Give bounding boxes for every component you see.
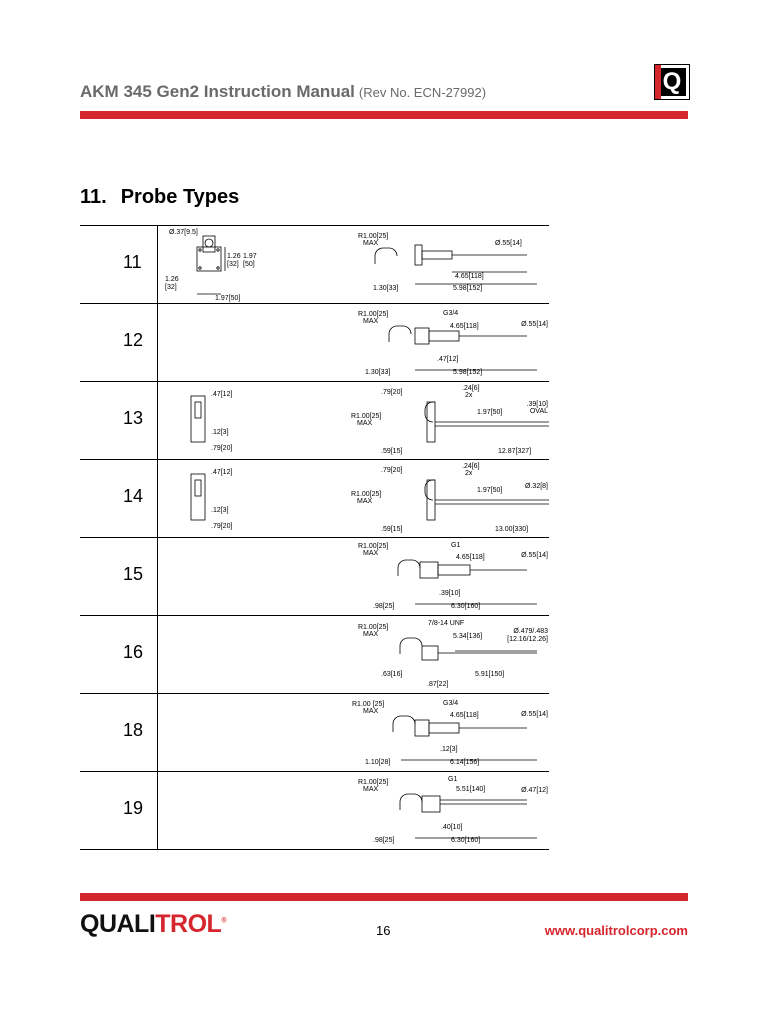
probe-types-table — [80, 225, 549, 850]
column-divider — [157, 538, 158, 615]
dim-label: .39[10] — [439, 590, 461, 597]
dim-label: 2x — [465, 392, 473, 399]
dim-label: .47[12] — [211, 469, 233, 476]
dim-label: .12[3] — [211, 507, 229, 514]
dim-label: 1.26 — [227, 253, 241, 260]
dim-label: .87[22] — [427, 681, 449, 688]
dim-label: R1.00[25] — [358, 779, 389, 786]
dim-label: .79[20] — [211, 445, 233, 452]
qualitrol-logo — [80, 910, 226, 939]
dim-label: 6.14[156] — [450, 759, 480, 766]
column-divider — [157, 226, 158, 303]
dim-label: G1 — [448, 776, 458, 783]
footer-red-rule — [80, 893, 688, 901]
logo-part-1: QUALI — [80, 910, 156, 938]
probe-row — [80, 693, 549, 771]
dim-label: MAX — [363, 708, 379, 715]
dim-label: 4.65[118] — [450, 323, 479, 330]
manual-title-text: AKM 345 Gen2 Instruction Manual — [80, 82, 355, 101]
dim-label: .79[20] — [211, 523, 233, 530]
probe-number: 11 — [123, 252, 142, 272]
column-divider — [157, 382, 158, 459]
probe-number: 16 — [123, 642, 144, 662]
dim-label: .59[15] — [381, 526, 403, 533]
probe-drawing — [165, 694, 549, 771]
dim-label: 12.87[327] — [498, 448, 532, 455]
dim-label: R1.00[25] — [358, 543, 389, 550]
dim-label: 1.10[28] — [365, 759, 391, 766]
dim-label: 1.97[50] — [477, 409, 503, 416]
dim-label: .47[12] — [211, 391, 233, 398]
dim-label: 13.00[330] — [495, 526, 529, 533]
dim-label: 4.65[118] — [455, 273, 484, 280]
dim-label: .12[3] — [211, 429, 229, 436]
website-link[interactable]: www.qualitrolcorp.com — [544, 923, 688, 938]
probe-drawing — [165, 616, 549, 693]
dim-label: R1.00 [25] — [352, 701, 385, 708]
probe-number: 13 — [123, 408, 144, 428]
probe-number: 18 — [123, 720, 144, 740]
dim-label: 6.30[160] — [451, 837, 481, 844]
probe-drawing — [165, 460, 549, 537]
column-divider — [157, 694, 158, 771]
probe-row — [80, 615, 549, 693]
dim-label: Ø.37[9.5] — [169, 229, 198, 236]
dim-label: 1.97[50] — [477, 487, 503, 494]
logo-part-2: TROL — [155, 910, 222, 938]
dim-label: Ø.55[14] — [495, 240, 522, 247]
dim-label: R1.00[25] — [358, 233, 389, 240]
dim-label: .63[16] — [381, 671, 403, 678]
page-number: 16 — [376, 923, 391, 938]
dim-label: MAX — [363, 550, 379, 557]
column-divider — [157, 304, 158, 381]
dim-label: G1 — [451, 542, 461, 549]
dim-label: 4.65[118] — [450, 712, 479, 719]
dim-label: [32] — [165, 284, 177, 291]
probe-drawing — [165, 772, 549, 849]
revision-number: (Rev No. ECN-27992) — [358, 85, 487, 100]
dim-label: 1.97 — [243, 253, 257, 260]
probe-row — [80, 537, 549, 615]
dim-label: MAX — [363, 318, 379, 325]
dim-label: 5.34[136] — [453, 633, 483, 640]
probe-drawing — [165, 538, 549, 615]
dim-label: .79[20] — [381, 389, 403, 396]
probe-drawing — [165, 382, 549, 459]
probe-row — [80, 381, 549, 459]
q-logo-letter: Q — [658, 68, 686, 96]
dim-label: MAX — [363, 786, 379, 793]
qualitrol-q-logo — [654, 64, 690, 100]
dim-label: [32] — [227, 261, 239, 268]
dim-label: MAX — [363, 631, 379, 638]
dim-label: G3/4 — [443, 700, 459, 707]
probe-number: 14 — [123, 486, 144, 506]
dim-label: R1.00[25] — [358, 624, 389, 631]
dim-label: .12[3] — [440, 746, 458, 753]
column-divider — [157, 772, 158, 849]
column-divider — [157, 460, 158, 537]
dim-label: Ø.55[14] — [521, 321, 548, 328]
dim-label: 4.65[118] — [456, 554, 485, 561]
probe-row — [80, 459, 549, 537]
dim-label: Ø.55[14] — [521, 711, 548, 718]
dim-label: .79[20] — [381, 467, 403, 474]
dim-label: .98[25] — [373, 603, 395, 610]
probe-number: 19 — [123, 798, 144, 818]
dim-label: 6.30[160] — [451, 603, 481, 610]
dim-label: [50] — [243, 261, 255, 268]
dim-label: Ø.47[12] — [521, 787, 548, 794]
dim-label: [12.16/12.26] — [507, 636, 548, 643]
dim-label: .59[15] — [381, 448, 403, 455]
probe-number: 15 — [123, 564, 144, 584]
probe-drawing — [165, 226, 549, 303]
probe-number: 12 — [123, 330, 144, 350]
dim-label: 1.30[33] — [365, 369, 391, 376]
probe-drawing — [165, 304, 549, 381]
section-title: Probe Types — [120, 186, 240, 208]
section-number: 11. — [80, 186, 107, 208]
section-heading — [80, 186, 239, 209]
dim-label: R1.00[25] — [351, 491, 382, 498]
dim-label: Ø.55[14] — [521, 552, 548, 559]
dim-label: G3/4 — [443, 310, 459, 317]
dim-label: .24[6] — [462, 385, 480, 392]
dim-label: 2x — [465, 470, 473, 477]
dim-label: MAX — [357, 420, 373, 427]
dim-label: 5.98[152] — [453, 285, 483, 292]
column-divider — [157, 616, 158, 693]
header-red-rule — [80, 111, 688, 119]
q-logo-red-bar — [655, 65, 661, 99]
probe-row — [80, 225, 549, 303]
dim-label: MAX — [363, 240, 379, 247]
probe-row — [80, 771, 549, 850]
dim-label: 1.26 — [165, 276, 179, 283]
dim-label: Ø.32[8] — [525, 483, 548, 490]
dim-label: .24[6] — [462, 463, 480, 470]
registered-mark: ® — [221, 917, 226, 925]
dim-label: MAX — [357, 498, 373, 505]
manual-title — [80, 82, 486, 102]
dim-label: Ø.479/.483 — [513, 628, 548, 635]
dim-label: .47[12] — [437, 356, 459, 363]
dim-label: .98[25] — [373, 837, 395, 844]
dim-label: 5.91[150] — [475, 671, 505, 678]
dim-label: .39[10] — [526, 401, 548, 408]
dim-label: R1.00[25] — [358, 311, 389, 318]
dim-label: .40[10] — [441, 824, 463, 831]
dim-label: 5.51[140] — [456, 786, 486, 793]
probe-row — [80, 303, 549, 381]
dim-label: 1.97[50] — [215, 295, 241, 302]
dim-label: OVAL — [529, 408, 548, 415]
dim-label: 1.30[33] — [373, 285, 399, 292]
dim-label: 5.98[152] — [453, 369, 483, 376]
dim-label: R1.00[25] — [351, 413, 382, 420]
dim-label: 7/8-14 UNF — [428, 620, 465, 627]
